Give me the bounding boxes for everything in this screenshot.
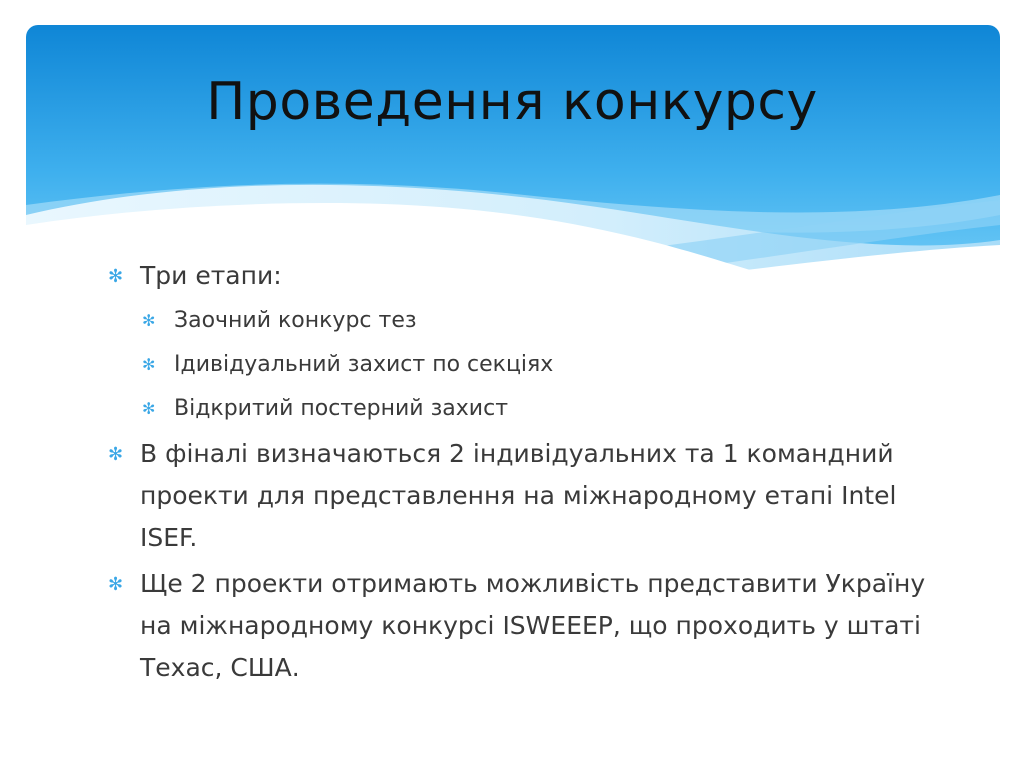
asterisk-bullet-icon: ✻ [142,311,156,330]
bullet-list [108,255,928,693]
bullet-item [108,255,928,297]
sub-bullet-text: Ідивідуальний захист по секціях [174,352,554,377]
asterisk-bullet-icon: ✻ [108,444,124,465]
sub-bullet-item [142,301,928,341]
asterisk-bullet-icon: ✻ [142,355,156,374]
sub-bullet-item [142,389,928,429]
sub-bullet-list [108,301,928,429]
sub-bullet-text: Заочний конкурс тез [174,308,417,333]
bullet-item [108,433,928,559]
sub-bullet-item [142,345,928,385]
bullet-text: В фіналі визначаються 2 індивідуальних та 1 командний проекти для представлення на міжнародному етапі Intel ISEF. [140,439,897,552]
bullet-text: Ще 2 проекти отримають можливість представити Україну на міжнародному конкурсі ISWEEEP, що проходить у штаті Техас, США. [140,569,926,682]
asterisk-bullet-icon: ✻ [108,574,124,595]
sub-bullet-text: Відкритий постерний захист [174,396,509,421]
asterisk-bullet-icon: ✻ [142,399,156,418]
bullet-item [108,563,928,689]
slide-title: Проведення конкурсу [206,72,818,132]
asterisk-bullet-icon: ✻ [108,266,124,287]
bullet-text: Три етапи: [140,261,282,290]
